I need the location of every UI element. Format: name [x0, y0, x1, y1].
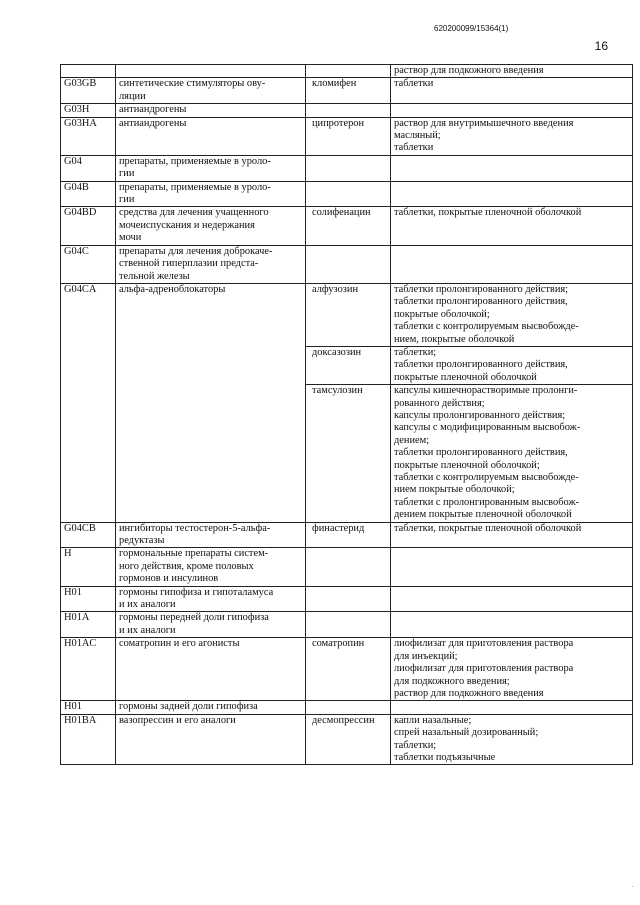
- dosage-forms-cell: [391, 155, 633, 181]
- text-line: таблетки пролонгированного действия,: [394, 359, 568, 371]
- text-line: капли назальные;: [394, 714, 472, 726]
- drug-name-cell: [306, 612, 391, 638]
- dosage-forms-cell: [391, 548, 633, 586]
- drug-name-cell: ципротерон: [306, 117, 391, 155]
- drug-name-cell: соматропин: [306, 638, 391, 701]
- text-line: гормональные препараты систем-: [119, 548, 269, 560]
- drug-name-cell: [306, 586, 391, 612]
- atc-group-cell: [116, 117, 306, 155]
- text-line: соматропин и его агонисты: [119, 638, 240, 650]
- text-line: капсулы кишечнорастворимые пролонги-: [394, 385, 578, 397]
- text-line: редуктазы: [119, 535, 165, 547]
- atc-code-cell: H: [61, 548, 116, 586]
- drug-name-cell: [306, 701, 391, 714]
- text-line: ингибиторы тестостерон-5-альфа-: [119, 522, 271, 534]
- table-row: [61, 714, 633, 765]
- table-row: [61, 283, 633, 346]
- atc-code-cell: G04BD: [61, 207, 116, 245]
- atc-group-cell: [116, 78, 306, 104]
- table-row: [61, 78, 633, 104]
- text-line: мочеиспускания и недержания: [119, 219, 255, 231]
- text-line: для подкожного введения;: [394, 675, 510, 687]
- atc-code-cell: G03GB: [61, 78, 116, 104]
- dosage-forms-cell: [391, 245, 633, 283]
- text-line: мочи: [119, 232, 142, 244]
- table-row: [61, 245, 633, 283]
- atc-code-cell: G04CB: [61, 522, 116, 548]
- text-line: ственной гиперплазии предста-: [119, 258, 259, 270]
- text-line: покрытые оболочкой;: [394, 308, 490, 320]
- dosage-forms-cell: [391, 104, 633, 117]
- atc-code-cell: [61, 65, 116, 78]
- table-row: [61, 522, 633, 548]
- table-row: [61, 117, 633, 155]
- medicines-table: [60, 64, 633, 765]
- text-line: препараты для лечения доброкаче-: [119, 245, 273, 257]
- dosage-forms-cell: [391, 638, 633, 701]
- atc-group-cell: [116, 638, 306, 701]
- text-line: таблетки подъязычные: [394, 751, 496, 763]
- table-row: [61, 155, 633, 181]
- text-line: альфа-адреноблокаторы: [119, 283, 226, 295]
- text-line: синтетические стимуляторы ову-: [119, 78, 266, 90]
- atc-code-cell: H01A: [61, 612, 116, 638]
- text-line: препараты, применяемые в уроло-: [119, 181, 271, 193]
- table-row: [61, 638, 633, 701]
- text-line: тельной железы: [119, 270, 190, 282]
- atc-code-cell: G04: [61, 155, 116, 181]
- text-line: лиофилизат для приготовления раствора: [394, 663, 574, 675]
- atc-group-cell: [116, 612, 306, 638]
- text-line: таблетки пролонгированного действия,: [394, 447, 568, 459]
- text-line: антиандрогены: [119, 104, 187, 116]
- atc-group-cell: [116, 104, 306, 117]
- atc-code-cell: H01: [61, 701, 116, 714]
- text-line: ного действия, кроме половых: [119, 560, 254, 572]
- text-line: и их аналоги: [119, 599, 176, 611]
- text-line: спрей назальный дозированный;: [394, 727, 539, 739]
- text-line: таблетки пролонгированного действия;: [394, 283, 569, 295]
- text-line: раствор для внутримышечного введения: [394, 117, 574, 129]
- text-line: таблетки с контролируемым высвобожде-: [394, 321, 579, 333]
- text-line: гии: [119, 194, 135, 206]
- atc-code-cell: H01: [61, 586, 116, 612]
- atc-group-cell: [116, 522, 306, 548]
- text-line: таблетки: [394, 142, 434, 154]
- drug-name-cell: алфузозин: [306, 283, 391, 346]
- text-line: таблетки, покрытые пленочной оболочкой: [394, 207, 582, 219]
- drug-name-cell: [306, 245, 391, 283]
- text-line: покрытые пленочной оболочкой: [394, 371, 537, 383]
- text-line: гормоны задней доли гипофиза: [119, 701, 258, 713]
- dosage-forms-cell: [391, 522, 633, 548]
- table-row: [61, 701, 633, 714]
- dosage-forms-cell: [391, 385, 633, 522]
- dosage-forms-cell: [391, 117, 633, 155]
- text-line: нием, покрытые оболочкой: [394, 333, 515, 345]
- text-line: дением;: [394, 434, 430, 446]
- dosage-forms-cell: [391, 78, 633, 104]
- text-line: таблетки;: [394, 739, 437, 751]
- atc-code-cell: H01AC: [61, 638, 116, 701]
- text-line: масляный;: [394, 130, 441, 142]
- text-line: ляции: [119, 90, 146, 102]
- text-line: антиандрогены: [119, 117, 187, 129]
- atc-group-cell: [116, 181, 306, 207]
- atc-group-cell: [116, 207, 306, 245]
- text-line: таблетки: [394, 78, 434, 90]
- dosage-forms-cell: [391, 65, 633, 78]
- table-body: [61, 65, 633, 765]
- text-line: раствор для подкожного введения: [394, 65, 544, 76]
- atc-group-cell: [116, 283, 306, 522]
- text-line: гормонов и инсулинов: [119, 573, 219, 585]
- drug-name-cell: финастерид: [306, 522, 391, 548]
- dosage-forms-cell: [391, 346, 633, 384]
- atc-group-cell: [116, 548, 306, 586]
- dosage-forms-cell: [391, 612, 633, 638]
- text-line: гормоны гипофиза и гипоталамуса: [119, 586, 274, 598]
- atc-code-cell: G03H: [61, 104, 116, 117]
- drug-name-cell: кломифен: [306, 78, 391, 104]
- text-line: таблетки, покрытые пленочной оболочкой: [394, 522, 582, 534]
- document-reference: 620200099/15364(1): [434, 24, 509, 33]
- dosage-forms-cell: [391, 701, 633, 714]
- table-row: [61, 104, 633, 117]
- atc-group-cell: [116, 701, 306, 714]
- dosage-forms-cell: [391, 207, 633, 245]
- text-line: нием покрытые оболочкой;: [394, 484, 515, 496]
- drug-name-cell: [306, 548, 391, 586]
- dosage-forms-cell: [391, 283, 633, 346]
- table-row: [61, 612, 633, 638]
- atc-code-cell: H01BA: [61, 714, 116, 765]
- table-row: [61, 65, 633, 78]
- atc-group-cell: [116, 586, 306, 612]
- dosage-forms-cell: [391, 181, 633, 207]
- text-line: рованного действия;: [394, 397, 485, 409]
- atc-code-cell: G04CA: [61, 283, 116, 522]
- atc-group-cell: [116, 155, 306, 181]
- drug-name-cell: тамсулозин: [306, 385, 391, 522]
- corner-mark: ·: [631, 883, 634, 891]
- table-row: [61, 181, 633, 207]
- table-row: [61, 207, 633, 245]
- text-line: капсулы пролонгированного действия;: [394, 409, 566, 421]
- atc-group-cell: [116, 245, 306, 283]
- table-row: [61, 548, 633, 586]
- text-line: таблетки с пролонгированным высвобож-: [394, 496, 580, 508]
- atc-code-cell: G03HA: [61, 117, 116, 155]
- text-line: для инъекций;: [394, 650, 458, 662]
- text-line: средства для лечения учащенного: [119, 207, 269, 219]
- text-line: раствор для подкожного введения: [394, 687, 544, 699]
- dosage-forms-cell: [391, 586, 633, 612]
- drug-name-cell: [306, 65, 391, 78]
- text-line: дением покрытые пленочной оболочкой: [394, 509, 572, 521]
- dosage-forms-cell: [391, 714, 633, 765]
- drug-name-cell: доксазозин: [306, 346, 391, 384]
- drug-name-cell: десмопрессин: [306, 714, 391, 765]
- drug-name-cell: [306, 155, 391, 181]
- text-line: таблетки пролонгированного действия,: [394, 296, 568, 308]
- text-line: препараты, применяемые в уроло-: [119, 155, 271, 167]
- drug-name-cell: [306, 181, 391, 207]
- text-line: таблетки;: [394, 346, 437, 358]
- drug-name-cell: солифенацин: [306, 207, 391, 245]
- text-line: капсулы с модифицированным высвобож-: [394, 422, 581, 434]
- page-number: 16: [594, 39, 608, 53]
- text-line: гии: [119, 168, 135, 180]
- text-line: покрытые пленочной оболочкой;: [394, 459, 540, 471]
- atc-group-cell: [116, 65, 306, 78]
- text-line: гормоны передней доли гипофиза: [119, 612, 269, 624]
- text-line: и их аналоги: [119, 624, 176, 636]
- text-line: таблетки с контролируемым высвобожде-: [394, 472, 579, 483]
- drug-name-cell: [306, 104, 391, 117]
- text-line: лиофилизат для приготовления раствора: [394, 638, 574, 650]
- text-line: вазопрессин и его аналоги: [119, 714, 236, 726]
- atc-group-cell: [116, 714, 306, 765]
- atc-code-cell: G04B: [61, 181, 116, 207]
- atc-code-cell: G04C: [61, 245, 116, 283]
- table-row: [61, 586, 633, 612]
